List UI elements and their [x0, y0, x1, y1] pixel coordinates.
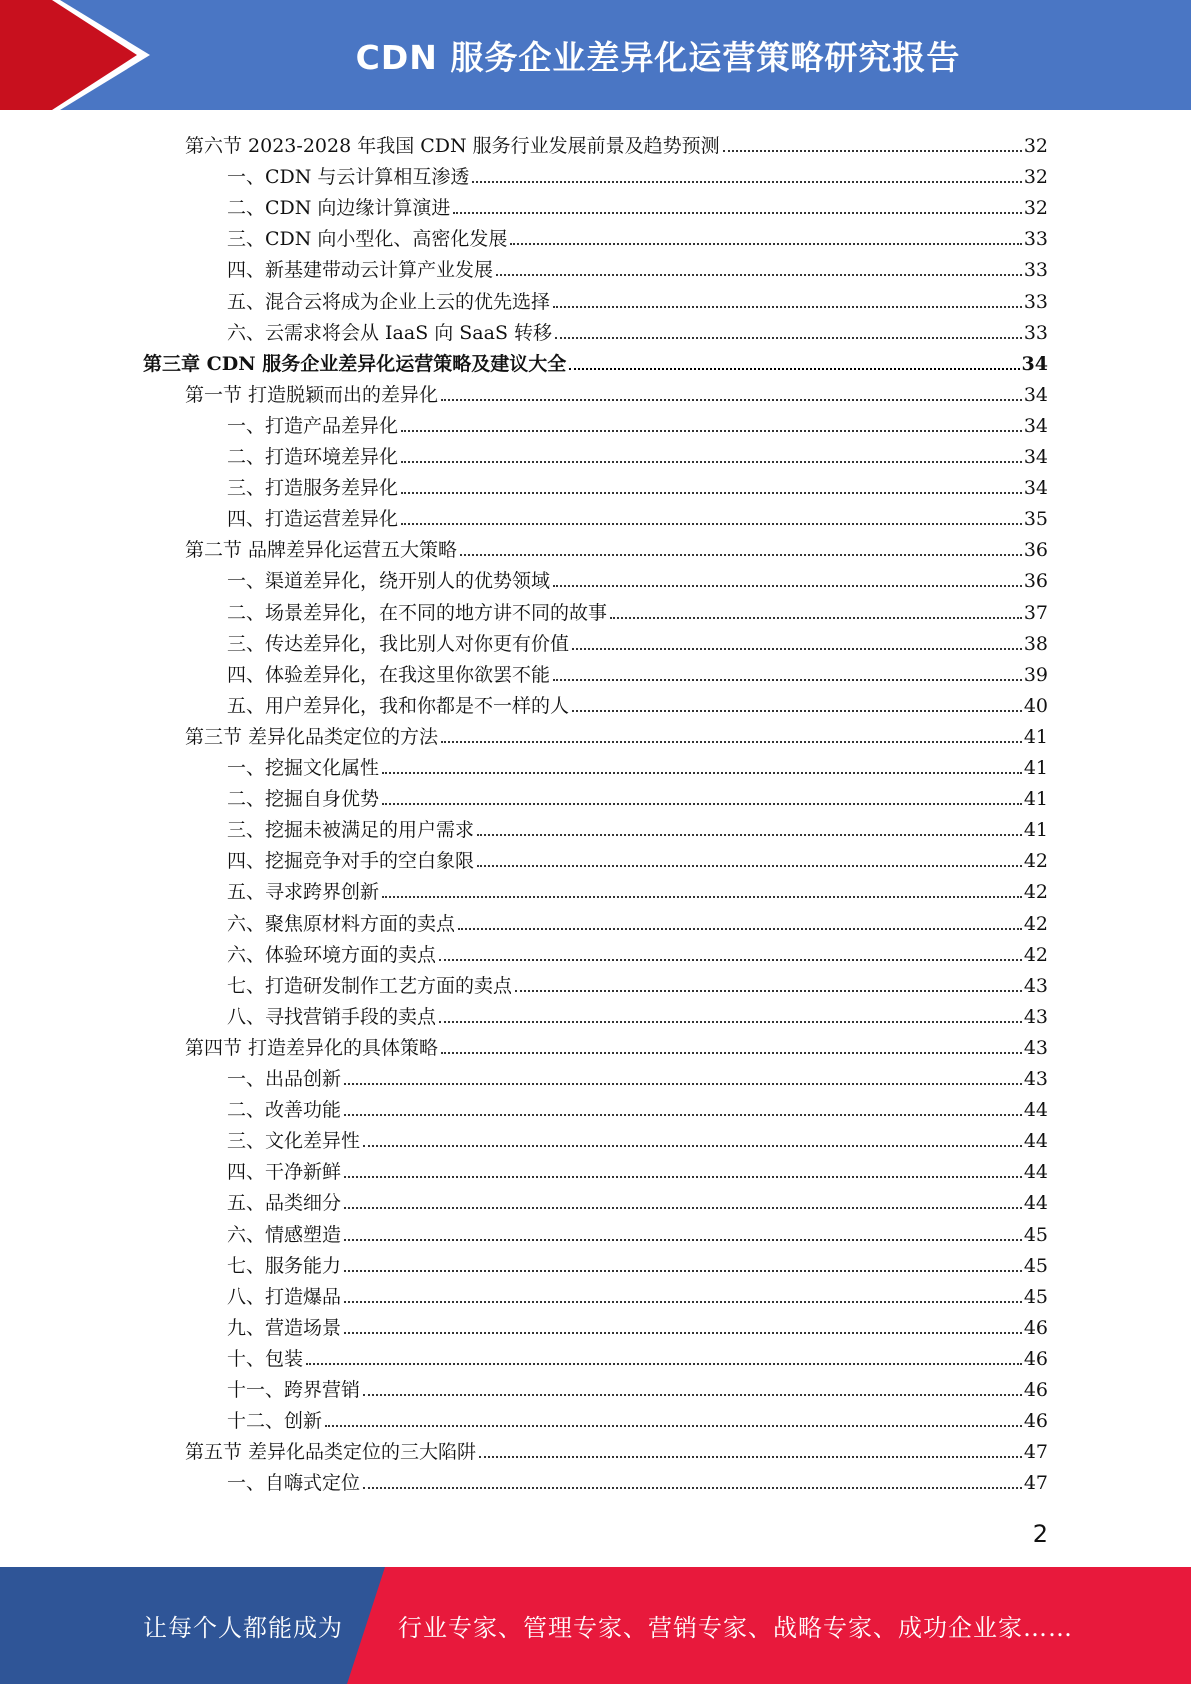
toc-leader-dots [325, 1424, 1022, 1427]
page-footer-banner [0, 1567, 1191, 1684]
toc-entry-label: 六、云需求将会从 IaaS 向 SaaS 转移 [227, 321, 553, 344]
toc-leader-dots [553, 305, 1022, 308]
toc-entry-page: 44 [1023, 1130, 1048, 1153]
toc-leader-dots [344, 1269, 1022, 1272]
toc-leader-dots [553, 584, 1022, 587]
toc-leader-dots [344, 1300, 1022, 1303]
toc-leader-dots [453, 211, 1021, 214]
toc-subsection-entry[interactable] [227, 1309, 1048, 1339]
toc-leader-dots [460, 553, 1022, 556]
toc-leader-dots [572, 647, 1022, 650]
toc-entry-label: 四、干净新鲜 [227, 1161, 342, 1184]
toc-leader-dots [477, 833, 1022, 836]
footer-slogan-left: 让每个人都能成为 [143, 1614, 343, 1642]
toc-entry-page: 42 [1023, 881, 1048, 904]
toc-leader-dots [441, 740, 1022, 743]
toc-entry-page: 34 [1021, 352, 1048, 375]
toc-entry-page: 43 [1023, 1068, 1048, 1090]
toc-subsection-entry[interactable] [227, 1402, 1048, 1432]
toc-leader-dots [401, 522, 1022, 525]
toc-entry-label: 第三节 差异化品类定位的方法 [185, 725, 439, 748]
toc-leader-dots [401, 491, 1022, 494]
toc-leader-dots [344, 1238, 1022, 1241]
toc-entry-label: 十、包装 [227, 1347, 304, 1370]
toc-entry-label: 三、挖掘未被满足的用户需求 [227, 819, 475, 842]
toc-entry-page: 34 [1023, 383, 1048, 406]
toc-entry-page: 40 [1023, 694, 1048, 717]
toc-leader-dots [472, 180, 1021, 183]
toc-entry-page: 47 [1023, 1472, 1048, 1495]
toc-entry-page: 41 [1023, 819, 1048, 842]
toc-leader-dots [553, 678, 1022, 681]
toc-subsection-entry[interactable] [227, 811, 1048, 841]
page-header-banner [0, 0, 1191, 110]
toc-leader-dots [458, 927, 1022, 930]
toc-subsection-entry[interactable] [227, 780, 1048, 810]
toc-subsection-entry[interactable] [227, 220, 1048, 250]
toc-entry-label: 一、自嗨式定位 [227, 1472, 361, 1495]
toc-entry-page: 46 [1023, 1316, 1048, 1339]
toc-entry-label: 三、CDN 向小型化、高密化发展 [227, 228, 508, 251]
toc-leader-dots [439, 958, 1022, 961]
toc-leader-dots [363, 1486, 1022, 1489]
toc-subsection-entry[interactable] [227, 1060, 1048, 1090]
toc-entry-label: 六、聚焦原材料方面的卖点 [227, 912, 456, 935]
footer-slogan-right: 行业专家、管理专家、营销专家、战略专家、成功企业家…… [398, 1614, 1073, 1642]
toc-subsection-entry[interactable] [227, 873, 1048, 903]
toc-subsection-entry[interactable] [227, 594, 1048, 624]
toc-entry-label: 一、CDN 与云计算相互渗透 [227, 166, 470, 189]
toc-subsection-entry[interactable] [227, 967, 1048, 997]
toc-entry-page: 46 [1023, 1379, 1048, 1401]
toc-entry-page: 34 [1023, 477, 1048, 500]
toc-entry-page: 33 [1023, 259, 1048, 282]
toc-subsection-entry[interactable] [227, 749, 1048, 779]
toc-subsection-entry[interactable] [227, 562, 1048, 592]
toc-entry-page: 42 [1023, 912, 1048, 935]
toc-entry-label: 四、打造运营差异化 [227, 508, 399, 531]
toc-entry-page: 32 [1023, 166, 1048, 189]
toc-entry-label: 一、挖掘文化属性 [227, 757, 380, 779]
toc-entry-label: 八、寻找营销手段的卖点 [227, 1005, 437, 1028]
toc-leader-dots [572, 709, 1022, 712]
toc-leader-dots [441, 1051, 1022, 1054]
toc-leader-dots [496, 273, 1022, 276]
page-number: 2 [1032, 1520, 1048, 1548]
toc-subsection-entry[interactable] [227, 998, 1048, 1028]
toc-chapter-entry[interactable] [143, 345, 1048, 375]
toc-section-entry[interactable] [185, 531, 1048, 561]
toc-leader-dots [363, 1144, 1022, 1147]
toc-subsection-entry[interactable] [227, 1340, 1048, 1370]
toc-section-entry[interactable] [185, 1029, 1048, 1059]
toc-leader-dots [306, 1362, 1022, 1365]
toc-leader-dots [441, 398, 1022, 401]
toc-entry-page: 47 [1023, 1441, 1048, 1464]
toc-entry-page: 37 [1023, 601, 1048, 624]
toc-entry-label: 十二、创新 [227, 1410, 323, 1433]
toc-entry-label: 八、打造爆品 [227, 1285, 342, 1308]
toc-subsection-entry[interactable] [227, 1464, 1048, 1494]
toc-entry-page: 42 [1023, 850, 1048, 873]
toc-leader-dots [344, 1206, 1022, 1209]
toc-leader-dots [344, 1175, 1022, 1178]
toc-subsection-entry[interactable] [227, 189, 1048, 219]
toc-entry-page: 39 [1023, 663, 1048, 686]
toc-entry-label: 四、体验差异化，在我这里你欲罢不能 [227, 663, 551, 686]
toc-subsection-entry[interactable] [227, 158, 1048, 188]
toc-entry-label: 四、新基建带动云计算产业发展 [227, 259, 494, 282]
toc-subsection-entry[interactable] [227, 469, 1048, 499]
toc-entry-label: 四、挖掘竞争对手的空白象限 [227, 850, 475, 873]
toc-entry-label: 十一、跨界营销 [227, 1379, 361, 1401]
toc-entry-label: 六、情感塑造 [227, 1223, 342, 1246]
toc-subsection-entry[interactable] [227, 687, 1048, 717]
toc-leader-dots [439, 1020, 1022, 1023]
document-title: CDN 服务企业差异化运营策略研究报告 [355, 37, 961, 77]
toc-subsection-entry[interactable] [227, 936, 1048, 966]
toc-entry-page: 44 [1023, 1161, 1048, 1184]
toc-subsection-entry[interactable] [227, 625, 1048, 655]
toc-entry-page: 45 [1023, 1223, 1048, 1246]
toc-entry-label: 二、CDN 向边缘计算演进 [227, 197, 451, 220]
toc-leader-dots [382, 802, 1022, 805]
toc-subsection-entry[interactable] [227, 656, 1048, 686]
toc-subsection-entry[interactable] [227, 905, 1048, 935]
toc-entry-page: 43 [1023, 1005, 1048, 1028]
toc-entry-page: 36 [1023, 539, 1048, 562]
toc-entry-label: 一、渠道差异化，绕开别人的优势领域 [227, 570, 551, 593]
toc-entry-label: 二、场景差异化，在不同的地方讲不同的故事 [227, 601, 608, 624]
toc-entry-label: 三、文化差异性 [227, 1130, 361, 1153]
toc-entry-label: 七、打造研发制作工艺方面的卖点 [227, 974, 513, 997]
toc-entry-label: 第四节 打造差异化的具体策略 [185, 1036, 439, 1059]
toc-entry-label: 七、服务能力 [227, 1254, 342, 1277]
toc-entry-label: 五、用户差异化，我和你都是不一样的人 [227, 694, 570, 717]
toc-subsection-entry[interactable] [227, 842, 1048, 872]
toc-section-entry[interactable] [185, 376, 1048, 406]
toc-leader-dots [610, 616, 1022, 619]
toc-entry-page: 33 [1023, 321, 1048, 344]
toc-section-entry[interactable] [185, 127, 1048, 157]
toc-subsection-entry[interactable] [227, 1153, 1048, 1183]
toc-entry-page: 46 [1023, 1410, 1048, 1433]
toc-entry-page: 32 [1023, 197, 1048, 220]
toc-entry-page: 44 [1023, 1192, 1048, 1215]
toc-entry-page: 34 [1023, 446, 1048, 468]
toc-entry-page: 41 [1023, 725, 1048, 748]
toc-entry-page: 46 [1023, 1347, 1048, 1370]
toc-entry-page: 36 [1023, 570, 1048, 593]
toc-subsection-entry[interactable] [227, 1091, 1048, 1121]
toc-entry-label: 三、打造服务差异化 [227, 477, 399, 500]
toc-subsection-entry[interactable] [227, 1184, 1048, 1214]
toc-entry-label: 二、打造环境差异化 [227, 446, 399, 468]
toc-entry-label: 五、品类细分 [227, 1192, 342, 1215]
toc-leader-dots [382, 771, 1022, 774]
toc-leader-dots [515, 989, 1022, 992]
toc-entry-label: 一、出品创新 [227, 1068, 342, 1090]
toc-entry-page: 42 [1023, 943, 1048, 966]
toc-subsection-entry[interactable] [227, 1278, 1048, 1308]
toc-subsection-entry[interactable] [227, 1216, 1048, 1246]
toc-subsection-entry[interactable] [227, 407, 1048, 437]
toc-subsection-entry[interactable] [227, 1371, 1048, 1401]
toc-entry-label: 五、寻求跨界创新 [227, 881, 380, 904]
toc-subsection-entry[interactable] [227, 251, 1048, 281]
toc-entry-label: 第六节 2023-2028 年我国 CDN 服务行业发展前景及趋势预测 [185, 135, 720, 157]
toc-entry-page: 33 [1023, 228, 1048, 251]
toc-subsection-entry[interactable] [227, 1247, 1048, 1277]
toc-leader-dots [477, 864, 1022, 867]
toc-subsection-entry[interactable] [227, 438, 1048, 468]
toc-entry-label: 第五节 差异化品类定位的三大陷阱 [185, 1441, 477, 1464]
toc-leader-dots [401, 429, 1022, 432]
toc-entry-page: 41 [1023, 757, 1048, 779]
toc-entry-page: 44 [1023, 1099, 1048, 1122]
toc-entry-page: 38 [1023, 632, 1048, 655]
toc-entry-label: 九、营造场景 [227, 1316, 342, 1339]
toc-leader-dots [382, 895, 1022, 898]
toc-leader-dots [510, 242, 1021, 245]
toc-entry-page: 41 [1023, 788, 1048, 811]
toc-leader-dots [363, 1393, 1022, 1396]
toc-entry-page: 43 [1023, 974, 1048, 997]
toc-entry-label: 第二节 品牌差异化运营五大策略 [185, 539, 458, 562]
toc-entry-page: 34 [1023, 414, 1048, 437]
toc-leader-dots [555, 336, 1022, 339]
toc-leader-dots [401, 460, 1022, 463]
toc-section-entry[interactable] [185, 718, 1048, 748]
toc-leader-dots [723, 149, 1022, 152]
toc-section-entry[interactable] [185, 1433, 1048, 1463]
toc-entry-label: 第三章 CDN 服务企业差异化运营策略及建议大全 [143, 352, 567, 375]
toc-entry-label: 五、混合云将成为企业上云的优先选择 [227, 290, 551, 313]
toc-subsection-entry[interactable] [227, 1122, 1048, 1152]
toc-entry-page: 45 [1023, 1285, 1048, 1308]
toc-entry-page: 32 [1023, 135, 1048, 157]
toc-leader-dots [344, 1082, 1022, 1085]
toc-leader-dots [569, 367, 1019, 370]
toc-entry-label: 第一节 打造脱颖而出的差异化 [185, 383, 439, 406]
toc-subsection-entry[interactable] [227, 314, 1048, 344]
toc-entry-page: 45 [1023, 1254, 1048, 1277]
toc-entry-label: 一、打造产品差异化 [227, 414, 399, 437]
toc-leader-dots [344, 1113, 1022, 1116]
toc-entry-label: 三、传达差异化，我比别人对你更有价值 [227, 632, 570, 655]
toc-entry-page: 43 [1023, 1036, 1048, 1059]
toc-entry-label: 二、改善功能 [227, 1099, 342, 1122]
toc-leader-dots [344, 1331, 1022, 1334]
toc-entry-page: 33 [1023, 290, 1048, 313]
toc-entry-label: 六、体验环境方面的卖点 [227, 943, 437, 966]
header-chevron-icon [0, 0, 160, 110]
toc-leader-dots [479, 1455, 1022, 1458]
toc-entry-page: 35 [1023, 508, 1048, 531]
toc-subsection-entry[interactable] [227, 500, 1048, 530]
toc-entry-label: 二、挖掘自身优势 [227, 788, 380, 811]
toc-subsection-entry[interactable] [227, 283, 1048, 313]
